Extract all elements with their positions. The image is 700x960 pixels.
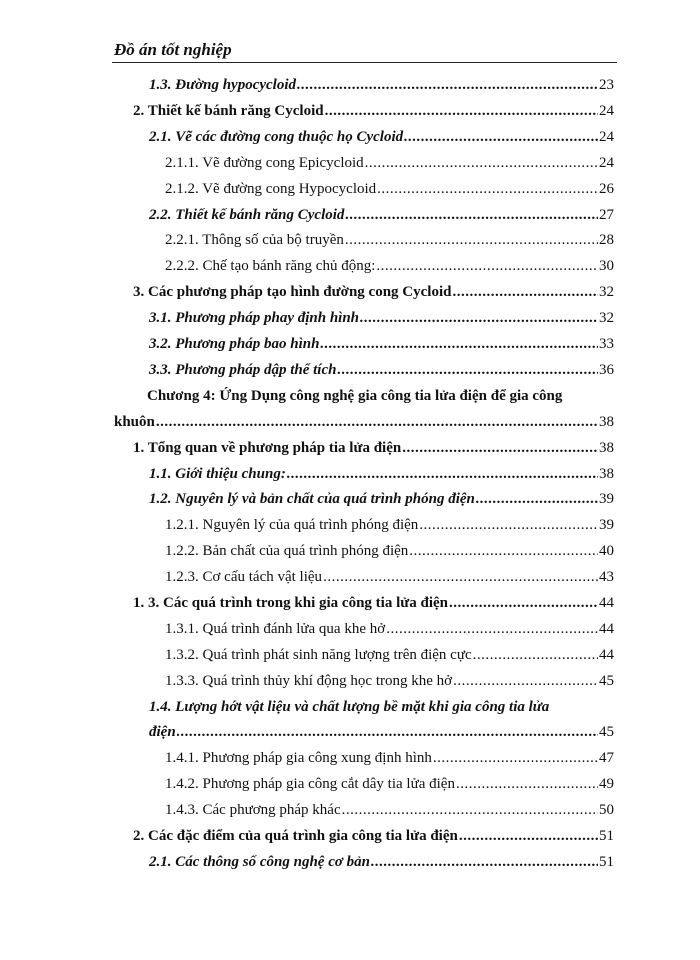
toc-entry-text: Phương pháp phay định hình: [171, 310, 360, 327]
toc-leader-dots: [342, 802, 598, 819]
toc-entry-number: 3.: [133, 284, 145, 301]
toc-entry-number: 3.3.: [149, 361, 172, 378]
toc-entry-title: [149, 336, 319, 353]
toc-entry-text: Thiết kế bánh răng Cycloid: [171, 206, 345, 223]
toc-page-number: 33: [599, 336, 614, 352]
toc-page-number: 39: [599, 491, 614, 508]
toc-entry-number: 2.: [133, 102, 145, 119]
toc-entry-title: [149, 699, 549, 716]
toc-entry-title: [165, 673, 452, 690]
toc-entry-title: [149, 854, 370, 871]
toc-entry-title: [165, 569, 322, 586]
toc-entry-text: Ứng Dụng công nghệ gia công tia lửa điện để gia công: [215, 387, 563, 404]
toc-page-number: 38: [599, 439, 614, 456]
toc-entry-text: Vẽ các đường cong thuộc họ Cycloid: [171, 128, 404, 145]
toc-page-number: 44: [599, 595, 614, 611]
toc-entry-number: 2.1.1.: [165, 154, 199, 171]
toc-page-number: 45: [599, 672, 614, 689]
toc-page-number: 47: [599, 750, 614, 767]
toc-page-number: 24: [599, 102, 614, 119]
toc-entry-title: [147, 388, 562, 405]
toc-entry-number: 1.1.: [149, 465, 172, 482]
toc-entry-number: 1.3.: [149, 77, 172, 93]
toc-leader-dots: [459, 828, 598, 845]
toc-entry: [0, 77, 700, 103]
toc-entry-number: 1.3.1.: [165, 620, 199, 637]
toc-entry-text: Phương pháp gia công cắt dây tia lửa điện: [198, 776, 455, 793]
toc-leader-dots: [365, 155, 598, 172]
toc-entry: [0, 673, 700, 699]
toc-leader-dots: [376, 258, 598, 275]
toc-page-number: 32: [599, 284, 614, 301]
toc-page-number: 40: [599, 543, 614, 560]
toc-entry-text: Phương pháp gia công xung định hình: [198, 750, 432, 767]
toc-page-number: 51: [599, 828, 614, 845]
toc-leader-dots: [476, 491, 598, 508]
toc-entry-number: 2.1.: [149, 128, 172, 145]
toc-entry: [0, 491, 700, 517]
toc-entry-title: [149, 491, 475, 508]
toc-entry-text: Quá trình thủy khí động học trong khe hở: [198, 672, 453, 689]
toc-leader-dots: [156, 414, 598, 431]
toc-entry-number: 1.4.: [149, 698, 172, 715]
toc-entry-title: [165, 543, 408, 560]
toc-entry-text: Đường hypocycloid: [171, 77, 297, 93]
toc-entry-number: 2.2.1.: [165, 232, 199, 249]
toc-entry: [0, 647, 700, 673]
toc-entry-text: Phương pháp dập thể tích: [171, 361, 337, 378]
toc-entry: [0, 103, 700, 129]
toc-leader-dots: [360, 310, 598, 327]
toc-entry: [0, 129, 700, 155]
toc-entry-text: Các phương pháp tạo hình đường cong Cycloid: [144, 284, 452, 301]
toc-entry-title: [149, 466, 286, 483]
toc-leader-dots: [325, 103, 598, 120]
toc-entry-text: Lượng hớt vật liệu và chất lượng bề mặt khi gia công tia lửa: [171, 698, 550, 715]
toc-page-number: 32: [599, 310, 614, 327]
toc-leader-dots: [453, 673, 598, 690]
document-header: Đồ án tốt nghiệp: [114, 40, 232, 59]
toc-entry: [0, 750, 700, 776]
toc-leader-dots: [386, 621, 598, 638]
toc-entry-text: Chế tạo bánh răng chủ động:: [198, 258, 376, 275]
toc-leader-dots: [433, 750, 598, 767]
toc-entry-title: [165, 802, 341, 819]
toc-entry: [0, 517, 700, 543]
toc-entry-text: Thiết kế bánh răng Cycloid: [144, 102, 324, 119]
toc-entry-text: Giới thiệu chung:: [171, 465, 286, 482]
toc-entry-text: Phương pháp bao hình: [171, 336, 320, 352]
toc-leader-dots: [371, 854, 598, 871]
toc-entry-number: 1.2.2.: [165, 543, 199, 560]
toc-entry-number: 2.1.2.: [165, 180, 199, 197]
toc-entry-title: [149, 77, 296, 94]
toc-leader-dots: [320, 336, 598, 353]
toc-entry-title: [165, 750, 432, 767]
toc-entry-title: [133, 595, 448, 612]
toc-entry-number: 3.2.: [149, 336, 172, 352]
toc-leader-dots: [377, 181, 598, 198]
toc-entry-title: [165, 776, 455, 793]
toc-entry-text: Thông số của bộ truyền: [198, 232, 344, 249]
toc-entry-number: 1.2.: [149, 491, 172, 508]
toc-entry: [0, 336, 700, 362]
toc-leader-dots: [323, 569, 598, 586]
toc-page-number: 43: [599, 569, 614, 586]
toc-entry: [0, 362, 700, 388]
toc-page-number: 36: [599, 361, 614, 378]
toc-entry: [0, 699, 700, 751]
toc-page-number: 45: [599, 724, 614, 741]
toc-entry-text: Quá trình đánh lửa qua khe hở: [198, 620, 386, 637]
toc-entry-number: 1.2.3.: [165, 569, 199, 586]
toc-entry-text: Tổng quan về phương pháp tia lửa điện: [144, 439, 402, 456]
toc-entry: [0, 802, 700, 828]
toc-entry-text: Quá trình phát sinh năng lượng trên điện cực: [198, 646, 472, 663]
toc-leader-dots: [345, 207, 598, 224]
toc-entry: [0, 776, 700, 802]
toc-page-number: 28: [599, 232, 614, 249]
toc-entry-text: Cơ cấu tách vật liệu: [198, 569, 323, 586]
toc-entry: [0, 440, 700, 466]
toc-page-number: 23: [599, 77, 614, 93]
toc-entry-text: Các quá trình trong khi gia công tia lửa điện: [159, 595, 449, 611]
toc-page-number: 49: [599, 776, 614, 793]
toc-leader-dots: [419, 517, 598, 534]
toc-page-number: 51: [599, 854, 614, 870]
toc-entry-title: [165, 232, 344, 249]
toc-entry-title: [165, 517, 418, 534]
toc-entry-title: [165, 647, 472, 664]
toc-entry-number: 3.1.: [149, 310, 172, 327]
toc-leader-dots: [409, 543, 598, 560]
toc-entry-title: [149, 362, 336, 379]
toc-entry-number: 1.3.2.: [165, 646, 199, 663]
toc-page-number: 26: [599, 180, 614, 197]
toc-entry-text: Các thông số công nghệ cơ bản: [171, 854, 370, 870]
toc-entry: [0, 388, 700, 440]
toc-entry: [0, 595, 700, 621]
toc-entry-title: [133, 284, 451, 301]
toc-entry-number: 1.3.3.: [165, 672, 199, 689]
toc-entry-number: 2.2.: [149, 206, 172, 223]
toc-page-number: 27: [599, 206, 614, 223]
toc-leader-dots: [402, 440, 598, 457]
toc-entry: [0, 543, 700, 569]
toc-page-number: 38: [599, 465, 614, 482]
toc-page-number: 24: [599, 128, 614, 145]
toc-entry-number: 1.: [133, 439, 145, 456]
header-rule: [112, 62, 617, 63]
toc-page-number: 38: [599, 413, 614, 430]
toc-entry-text: Vẽ đường cong Epicycloid: [198, 154, 364, 171]
toc-entry-number: 1. 3.: [133, 595, 160, 611]
toc-entry-title: [133, 828, 458, 845]
toc-page-number: 39: [599, 517, 614, 534]
toc-leader-dots: [404, 129, 598, 146]
toc-leader-dots: [473, 647, 598, 664]
toc-entry: [0, 828, 700, 854]
toc-page-number: 44: [599, 620, 614, 637]
toc-entry-number: 2.2.2.: [165, 258, 199, 275]
toc-entry-number: 1.4.2.: [165, 776, 199, 793]
toc-entry-title: [165, 621, 385, 638]
toc-entry-number: 1.2.1.: [165, 517, 199, 534]
toc-entry-title: [149, 129, 403, 146]
toc-entry-text: Vẽ đường cong Hypocycloid: [198, 180, 377, 197]
toc-entry-text: Các đặc điểm của quá trình gia công tia lửa điện: [144, 828, 458, 845]
toc-page-number: 24: [599, 154, 614, 171]
toc-entry-text: Bản chất của quá trình phóng điện: [198, 543, 409, 560]
toc-entry-title: [149, 207, 344, 224]
toc-entry: [0, 232, 700, 258]
toc-leader-dots: [449, 595, 598, 612]
toc-entry: [0, 569, 700, 595]
toc-leader-dots: [287, 466, 598, 483]
toc-entry-title: [133, 103, 324, 120]
toc-entry-title: [149, 310, 359, 327]
toc-entry-number: 2.1.: [149, 854, 172, 870]
toc-entry-text: Nguyên lý của quá trình phóng điện: [198, 517, 419, 534]
toc-entry-title: [165, 155, 364, 172]
toc-entry-title: [165, 181, 376, 198]
toc-page-number: 50: [599, 802, 614, 819]
toc-entry-title: điện: [149, 724, 176, 741]
toc-leader-dots: [452, 284, 598, 301]
toc-entry-number: 1.4.3.: [165, 802, 199, 819]
toc-entry-text: Nguyên lý và bản chất của quá trình phóng điện: [171, 491, 475, 508]
toc-entry-number: Chương 4:: [147, 387, 216, 404]
toc-leader-dots: [297, 77, 598, 94]
toc-entry: [0, 621, 700, 647]
toc-page-number: 44: [599, 646, 614, 663]
toc-leader-dots: [177, 724, 598, 741]
toc-entry: [0, 155, 700, 181]
toc-leader-dots: [456, 776, 598, 793]
toc-leader-dots: [337, 362, 598, 379]
toc-entry-title: [165, 258, 375, 275]
toc-entry-text: Các phương pháp khác: [198, 802, 341, 819]
toc-entry-number: 1.4.1.: [165, 750, 199, 767]
toc-entry: [0, 207, 700, 233]
toc-entry: [0, 284, 700, 310]
toc-entry: [0, 310, 700, 336]
toc-entry: [0, 854, 700, 880]
toc-page-number: 30: [599, 258, 614, 275]
toc-entry: [0, 258, 700, 284]
toc-entry-number: 2.: [133, 828, 145, 845]
toc-entry: [0, 181, 700, 207]
toc-entry-title: khuôn: [114, 413, 155, 430]
toc-leader-dots: [345, 232, 598, 249]
toc-entry: [0, 466, 700, 492]
toc-entry-title: [133, 440, 401, 457]
